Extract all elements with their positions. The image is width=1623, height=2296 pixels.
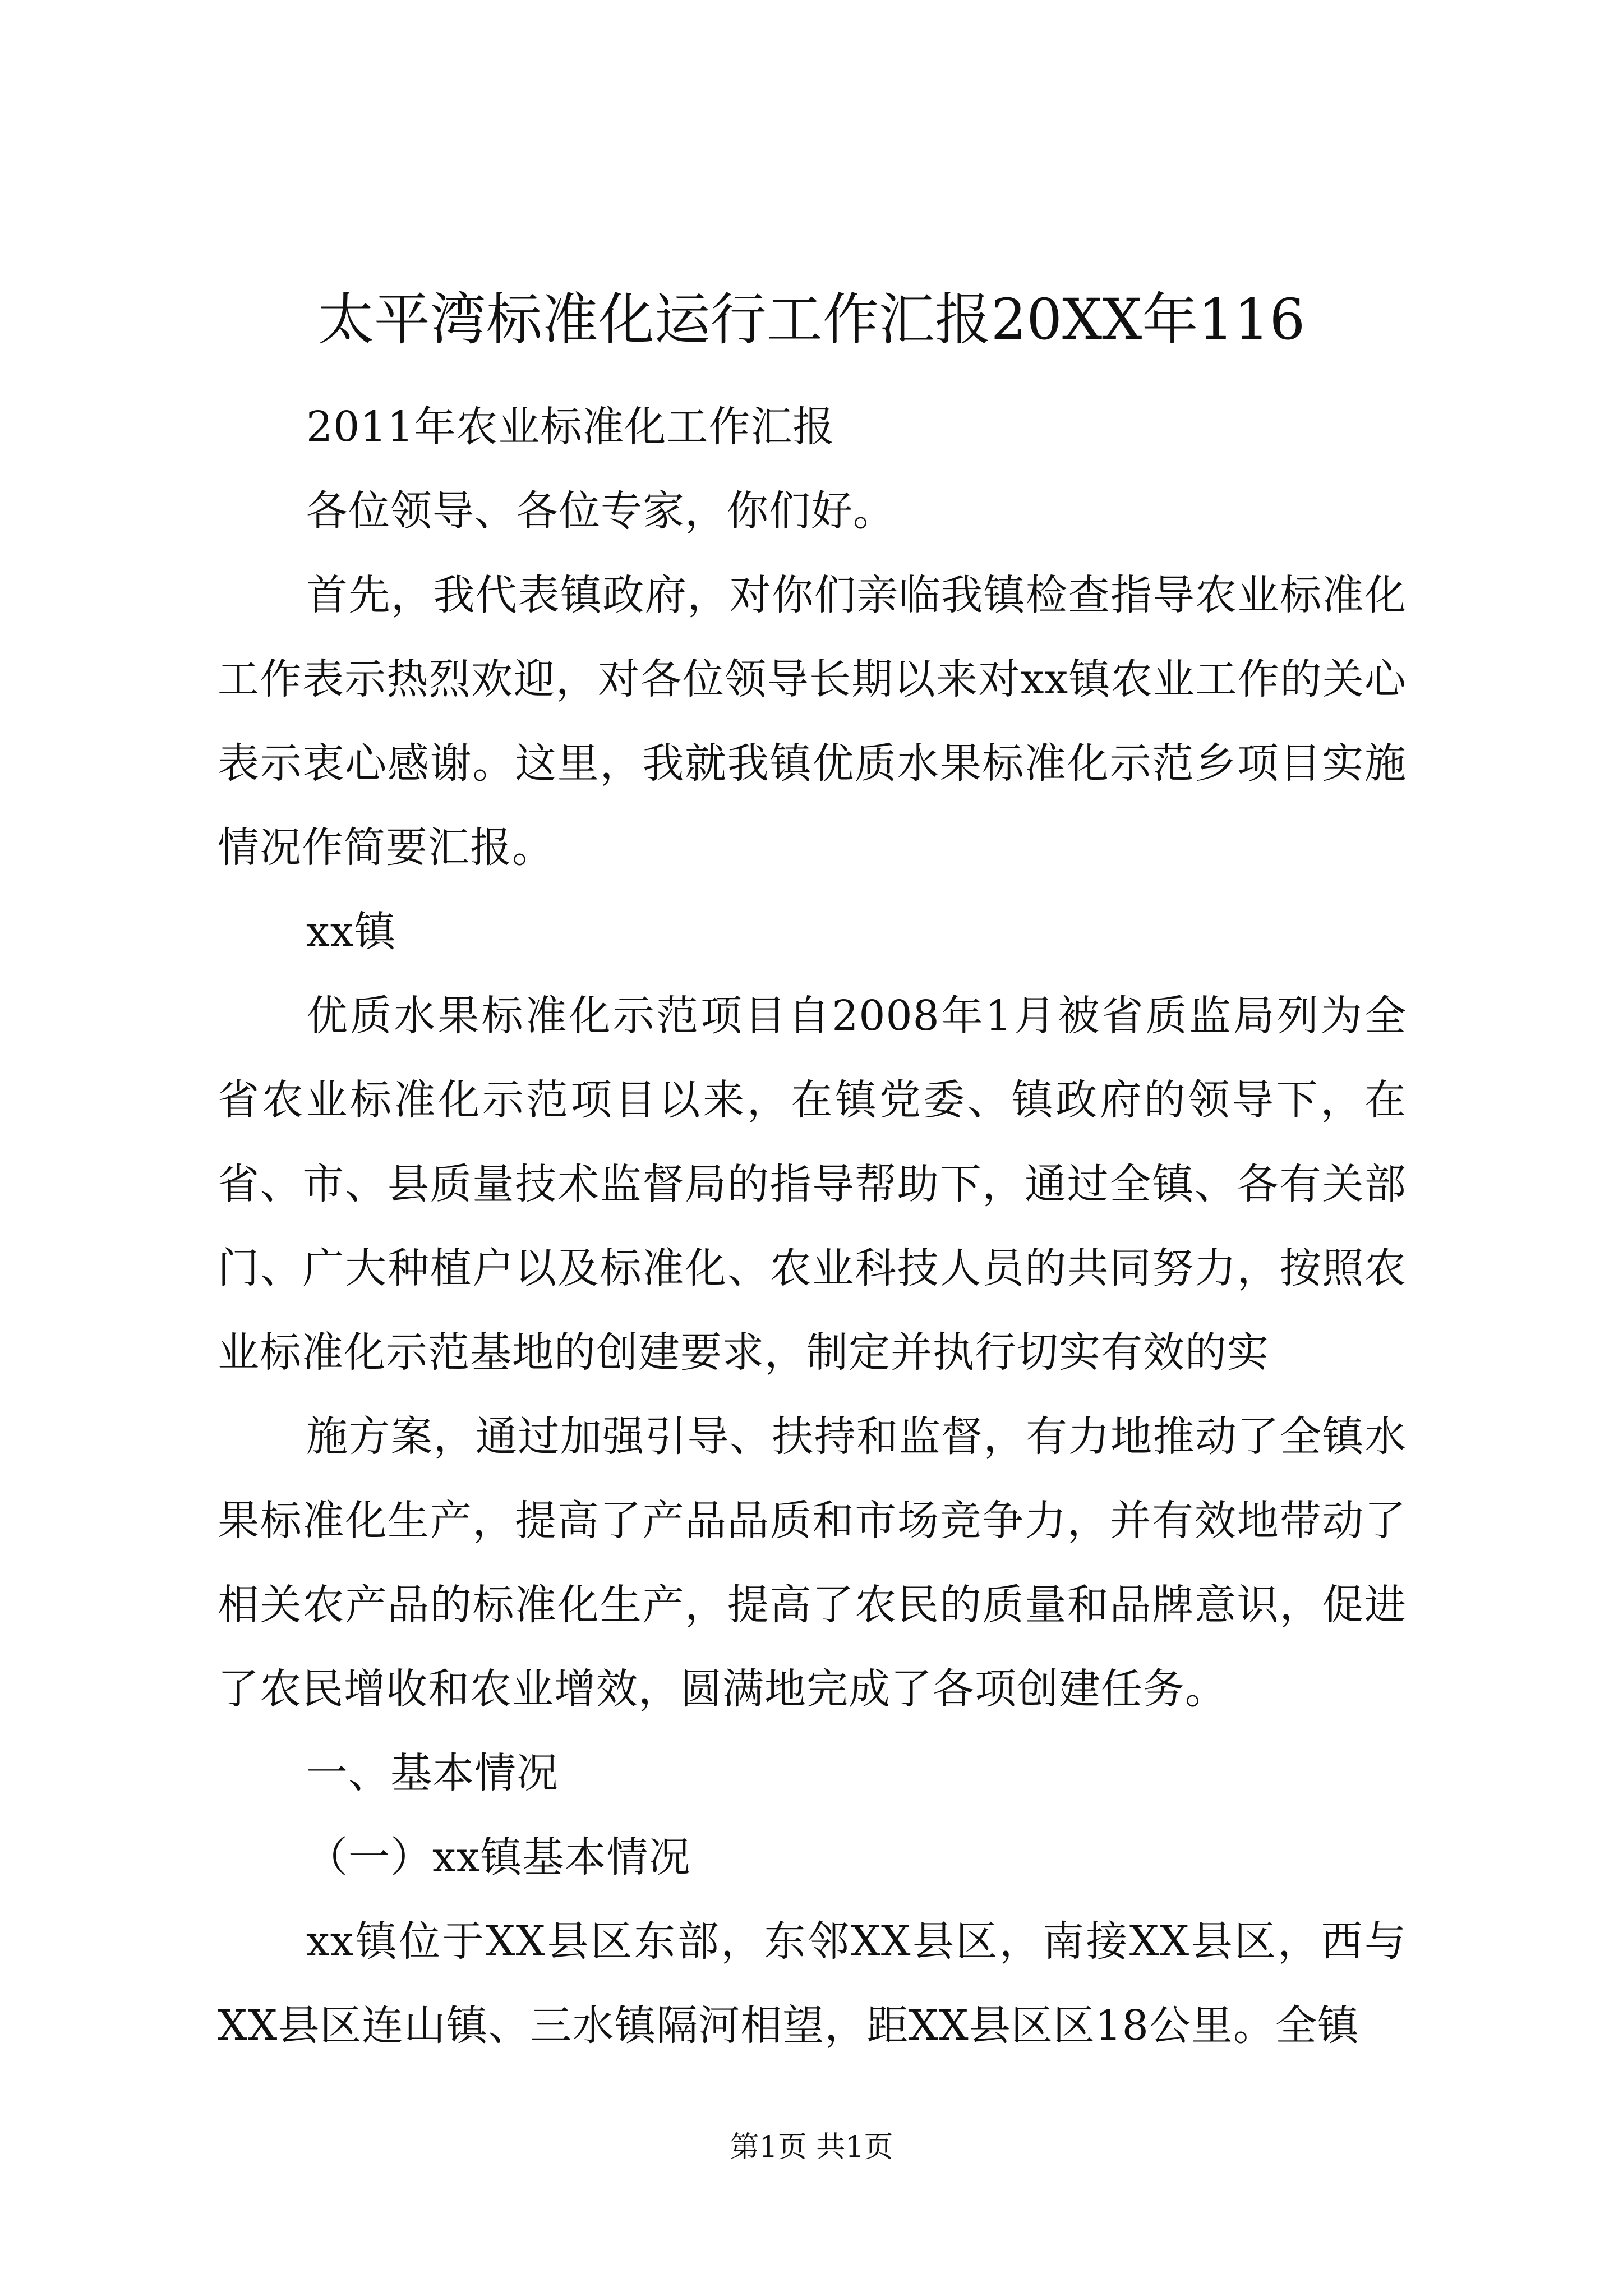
town-location-paragraph: xx镇位于XX县区东部，东邻XX县区，南接XX县区，西与XX县区连山镇、三水镇隔河相望，距XX县区区18公里。全镇 bbox=[218, 1917, 1407, 2050]
section-heading: 一、基本情况 bbox=[306, 1749, 559, 1797]
town-name-paragraph: xx镇 bbox=[306, 908, 396, 956]
results-paragraph: 施方案，通过加强引导、扶持和监督，有力地推动了全镇水果标准化生产，提高了产品品质和市场竞争力，并有效地带动了相关农产品的标准化生产，提高了农民的质量和品牌意识，促进了农民增收和农业增效，圆满地完成了各项创建任务。 bbox=[218, 1412, 1407, 1713]
greeting-paragraph: 各位领导、各位专家，你们好。 bbox=[306, 487, 895, 535]
intro-paragraph: 首先，我代表镇政府，对你们亲临我镇检查指导农业标准化工作表示热烈欢迎，对各位领导长期以来对xx镇农业工作的关心表示衷心感谢。这里，我就我镇优质水果标准化示范乡项目实施情况作简要汇报。 bbox=[218, 571, 1407, 872]
page-footer: 第1页 共1页 bbox=[730, 2131, 893, 2164]
project-paragraph: 优质水果标准化示范项目自2008年1月被省质监局列为全省农业标准化示范项目以来，在镇党委、镇政府的领导下，在省、市、县质量技术监督局的指导帮助下，通过全镇、各有关部门、广大种植户以及标准化、农业科技人员的共同努力，按照农业标准化示范基地的创建要求，制定并执行切实有效的实 bbox=[218, 992, 1407, 1377]
document-body bbox=[218, 385, 1407, 2068]
subsection-heading: （一）xx镇基本情况 bbox=[306, 1833, 691, 1881]
subtitle-paragraph: 2011年农业标准化工作汇报 bbox=[306, 403, 835, 451]
document-title: 太平湾标准化运行工作汇报20XX年116 bbox=[317, 287, 1306, 352]
